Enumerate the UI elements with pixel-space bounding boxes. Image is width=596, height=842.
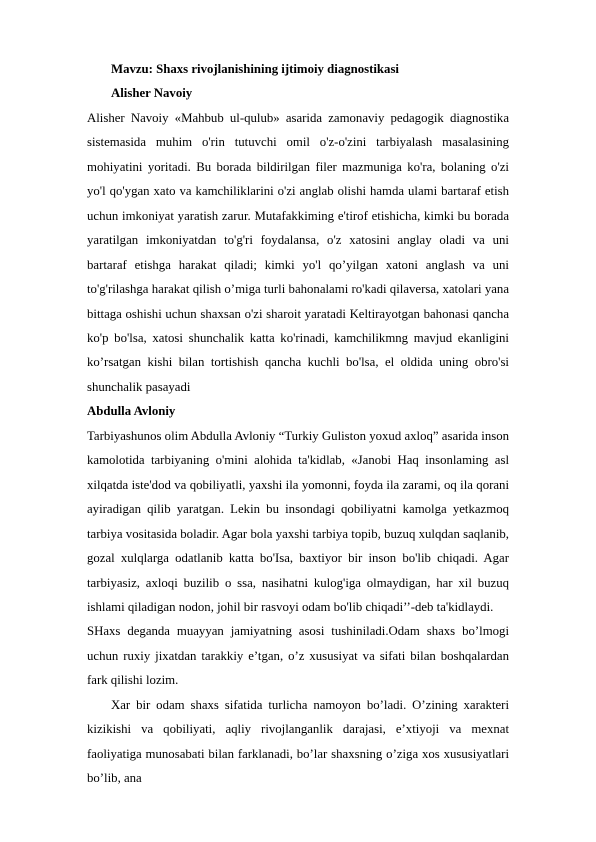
section-heading-alisher-navoiy: Alisher Navoiy (111, 86, 193, 101)
paragraph-avloniy: Tarbiyashunos olim Abdulla Avloniy “Turkiy Guliston yoxud axloq” asarida inson kamolotida tarbiyaning o'mini alohida ta'kidlab, «Janobi Haq insonlaming asl xilqatda iste'dod va qobiliyatli, yaxshi ila yomonni, foyda ila zarami, oq ila qorani ayiradigan qilib yaratgan. Lekin bu insondagi qobiliyatni kamolga yetkazmoq tarbiya vositasida boladir. Agar bola yaxshi tarbiya topib, buzuq xulqdan saqlanib, gozal xulqlarga odatlanib katta bo'Isa, baxtiyor bir inson bo'lib chiqadi. Agar tarbiyasiz, axloqi buzilib o ssa, nasihatni kulog'iga olmaydigan, har xil buzuq ishlami qiladigan nodon, johil bir rasvoyi odam bo'lib chiqadi’’-deb ta'kidlaydi. (87, 428, 509, 614)
paragraph-shaxs-traits: Xar bir odam shaxs sifatida turlicha namoyon bo’ladi. O’zining xarakteri kizikishi va qobiliyati, aqliy rivojlanganlik darajasi, e’xtiyoji va mexnat faoliyatiga munosabati bilan farklanadi, bo’lar shaxsning o’ziga xos xususiyatlari bo’lib, ana (87, 697, 509, 786)
document-body (87, 57, 509, 791)
document-title: Mavzu: Shaxs rivojlanishining ijtimoiy diagnostikasi (111, 62, 399, 76)
paragraph-shaxs-definition: SHaxs deganda muayyan jamiyatning asosi tushiniladi.Odam shaxs bo’lmogi uchun ruxiy jixatdan tarakkiy e’tgan, o’z xususiyat va sifati bilan boshqalardan fark qilishi lozim. (87, 624, 509, 688)
paragraph-navoiy: Alisher Navoiy «Mahbub ul-qulub» asarida zamonaviy pedagogik diagnostika sistemasida muhim o'rin tutuvchi omil o'z-o'zini tarbiyalash masalasining mohiyatini yoritadi. Bu borada bildirilgan filer mazmuniga ko'ra, bolaning o'zi yo'l qo'ygan xato va kamchiliklarini o'zi anglab olishi hamda ulami bartaraf etish uchun imkoniyat yaratish zarur. Mutafakkiming e'tirof etishicha, kimki bu borada yaratilgan imkoniyatdan to'g'ri foydalansa, o'z xatosini anglay oladi va uni bartaraf etishga harakat qiladi; kimki yo'l qo’yilgan xatoni anglash va uni to'g'rilashga harakat qilish o’miga turli bahonalami ro'kadi qilaversa, xatolari yana bittaga oshishi uchun shaxsan o'zi sharoit yaratadi Keltirayotgan bahonasi qancha ko'p bo'lsa, xatosi shunchalik katta ko'rinadi, kamchilikmng mavjud ekanligini ko’rsatgan kishi bilan tortishish qancha kuchli bo'lsa, el oldida uning obro'si shunchalik pasayadi (87, 110, 509, 394)
section-heading-abdulla-avloniy: Abdulla Avloniy (87, 404, 176, 419)
